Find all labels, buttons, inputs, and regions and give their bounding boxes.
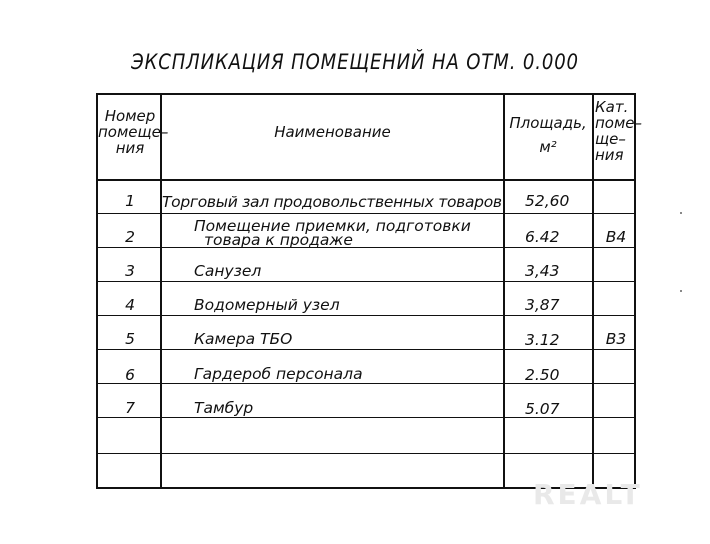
row-divider [98, 453, 634, 454]
scan-speck [680, 290, 682, 292]
room-name: Камера ТБО [194, 330, 293, 348]
room-name: Тамбур [194, 399, 254, 417]
room-area: 5.07 [525, 400, 560, 418]
room-name: Гардероб персонала [194, 365, 363, 383]
room-category: В4 [605, 228, 627, 246]
row-divider [98, 281, 634, 282]
header-area: Площадь, м² [509, 114, 587, 156]
row-number: 7 [125, 399, 135, 417]
room-name-continued: товара к продаже [204, 231, 353, 249]
scan-speck [680, 212, 682, 214]
room-area: 52,60 [525, 192, 570, 210]
room-name: Помещение приемки, подготовки [194, 217, 471, 235]
room-name: Торговый зал продовольственных товаров [162, 193, 502, 211]
row-divider [98, 349, 634, 350]
row-number: 2 [125, 228, 135, 246]
header-name: Наименование [274, 123, 391, 141]
room-name: Водомерный узел [194, 296, 340, 314]
row-number: 1 [125, 192, 135, 210]
watermark-logo: REALT [533, 478, 643, 511]
row-divider [98, 213, 634, 214]
room-area: 3,87 [525, 296, 560, 314]
room-category: В3 [605, 330, 627, 348]
row-number: 3 [125, 262, 135, 280]
room-area: 3,43 [525, 262, 560, 280]
header-separator [98, 179, 634, 181]
explication-table [96, 93, 643, 489]
room-area: 6.42 [525, 228, 560, 246]
row-number: 6 [125, 366, 135, 384]
room-area: 2.50 [525, 366, 560, 384]
document-title: ЭКСПЛИКАЦИЯ ПОМЕЩЕНИЙ НА ОТМ. 0.000 [131, 50, 579, 74]
row-divider [98, 247, 634, 248]
row-divider [98, 315, 634, 316]
row-number: 4 [125, 296, 135, 314]
room-name: Санузел [194, 262, 262, 280]
row-number: 5 [125, 330, 135, 348]
header-number: Номер помеще– ния [98, 107, 169, 157]
room-area: 3.12 [525, 331, 560, 349]
header-category: Кат. поме– ще– ния [595, 98, 643, 164]
